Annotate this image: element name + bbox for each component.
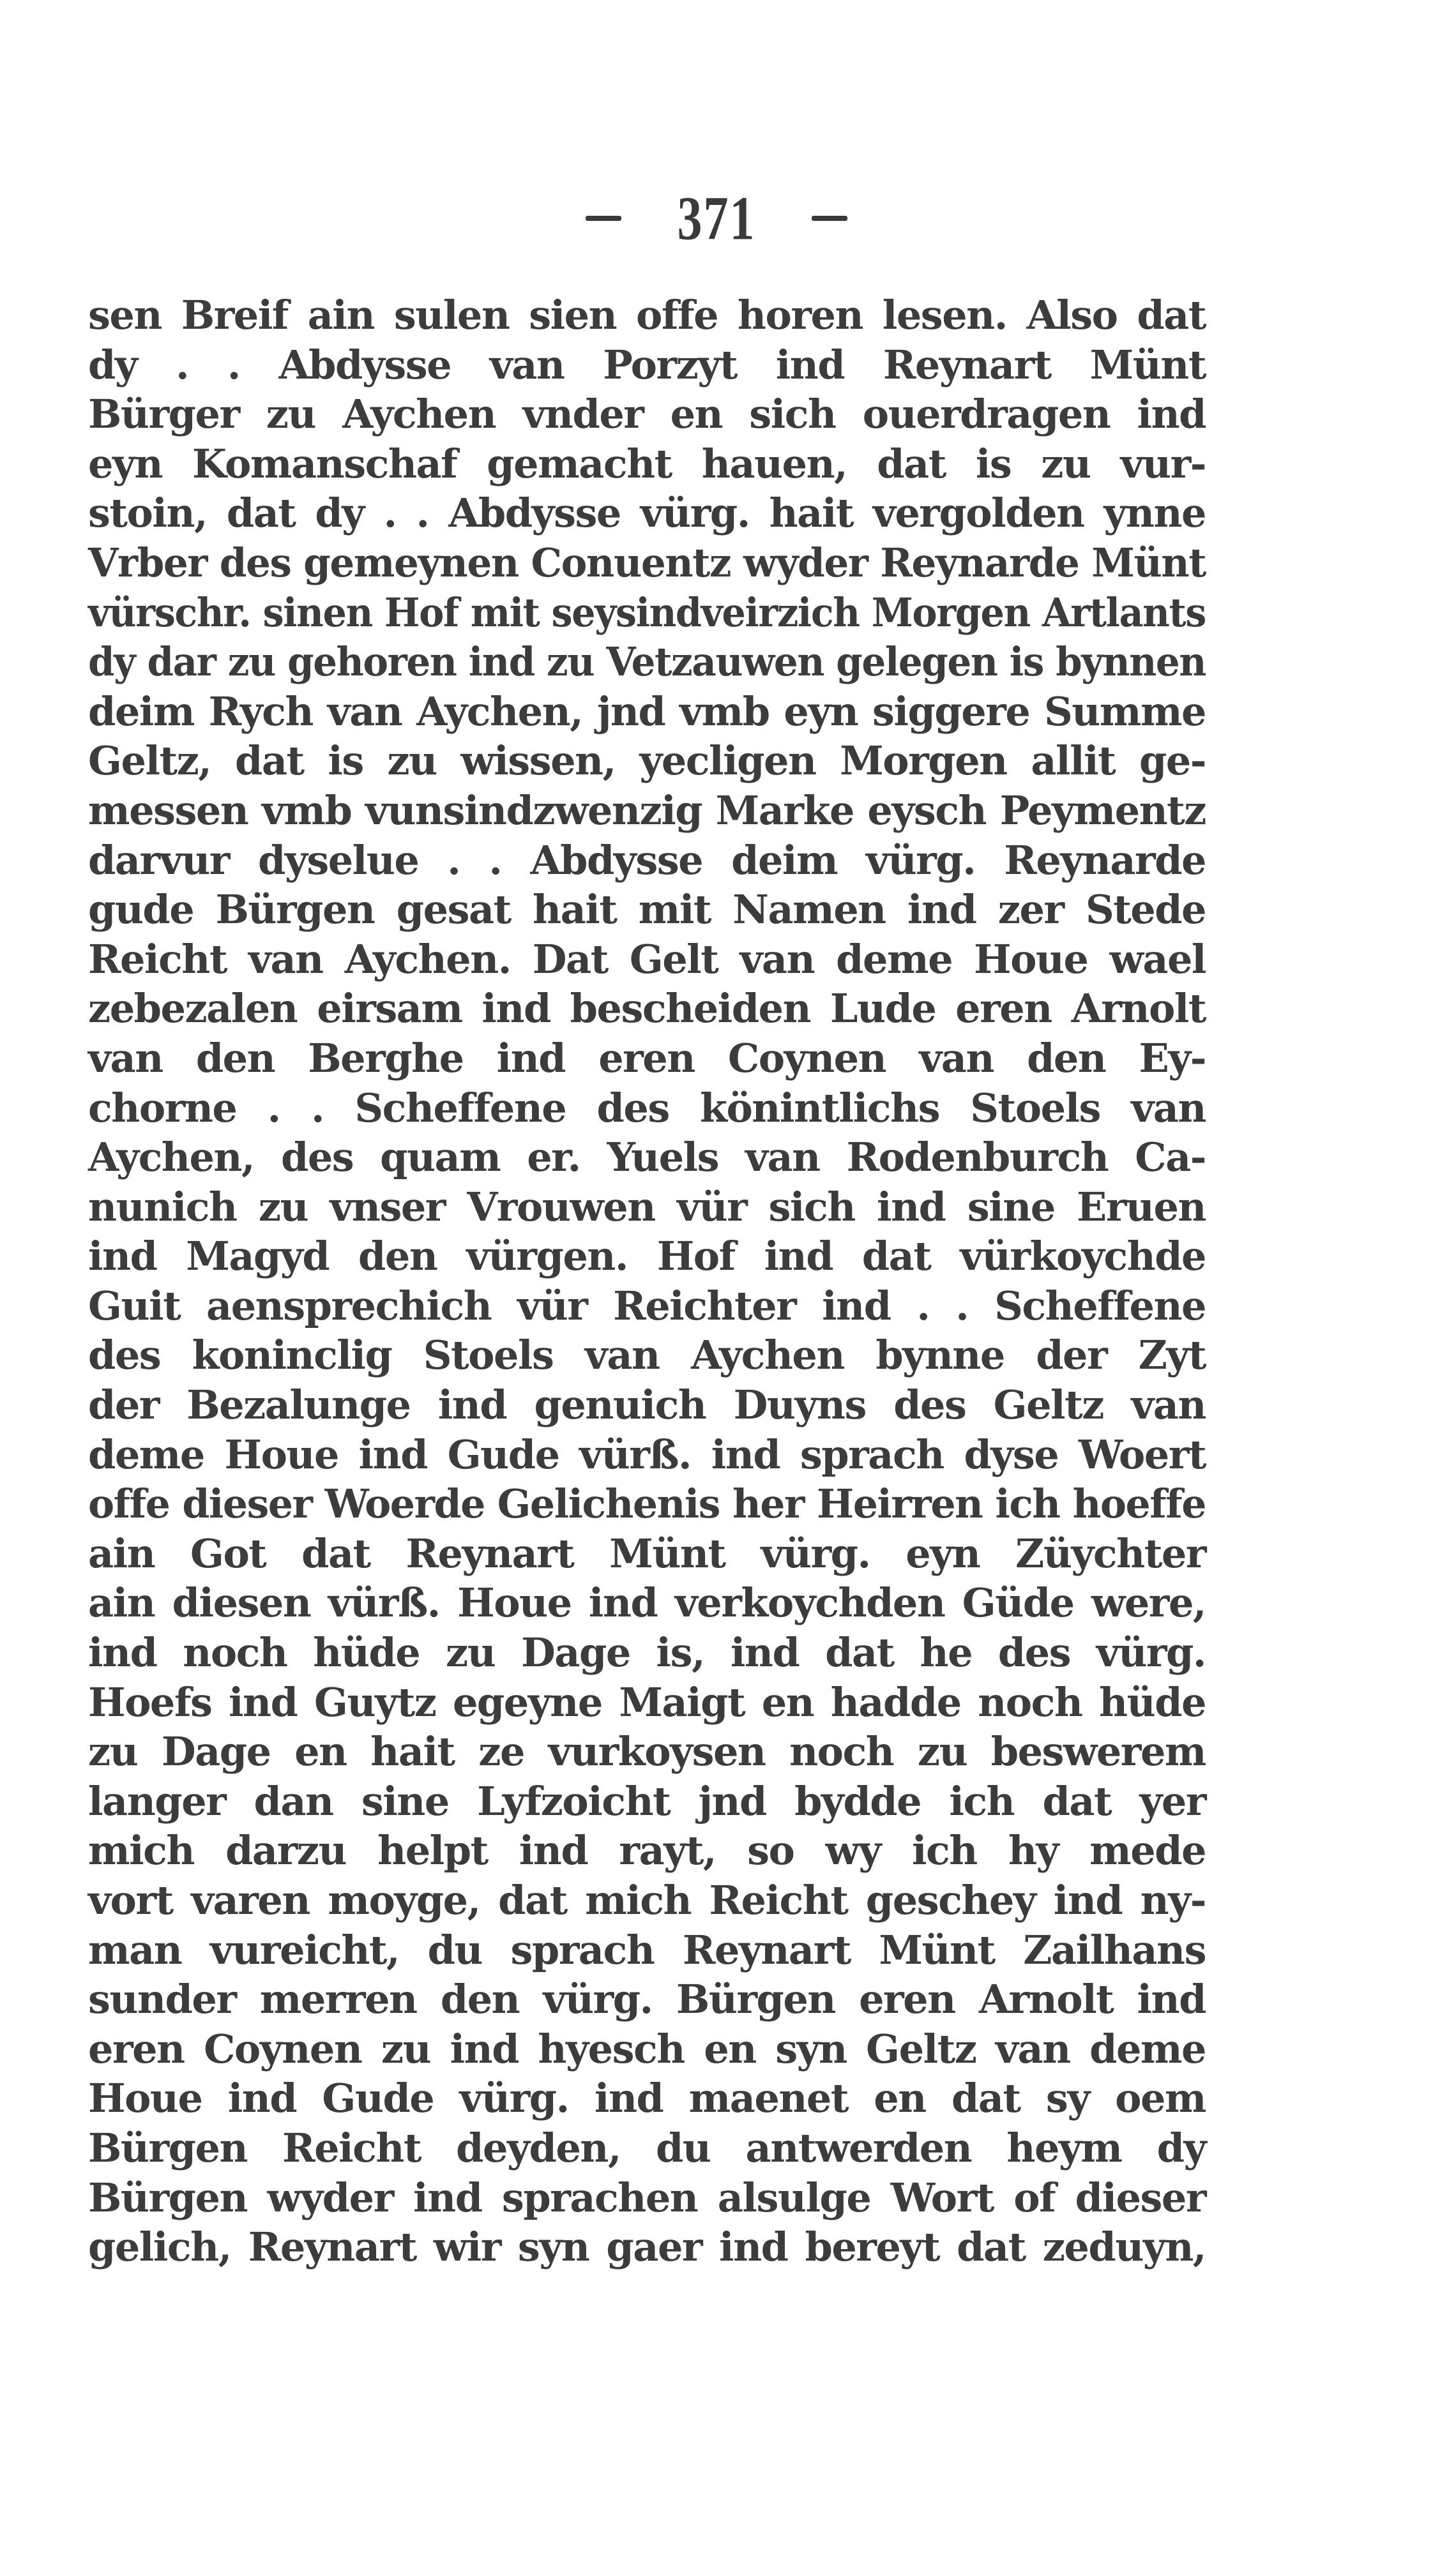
text-line: Bürgen Reicht deyden, du antwerden heym dy (88, 2124, 1206, 2171)
text-line: langer dan sine Lyfzoicht jnd bydde ich dat yer (88, 1777, 1206, 1825)
text-line: Vrber des gemeynen Conuentz wyder Reynarde Münt (88, 539, 1206, 586)
text-line: eren Coynen zu ind hyesch en syn Geltz van deme (88, 2025, 1206, 2072)
text-line: man vureicht, du sprach Reynart Münt Zailhans (88, 1926, 1206, 1973)
text-line: van den Berghe ind eren Coynen van den Ey- (88, 1034, 1206, 1081)
text-line: deme Houe ind Gude vürß. ind sprach dyse Woert (88, 1431, 1206, 1478)
text-line: offe dieser Woerde Gelichenis her Heirren ich hoeffe (88, 1480, 1206, 1528)
text-line: dy . . Abdysse van Porzyt ind Reynart Münt (88, 341, 1206, 388)
text-line: darvur dyselue . . Abdysse deim vürg. Reynarde (88, 836, 1206, 884)
text-line: Hoefs ind Guytz egeyne Maigt en hadde noch hüde (88, 1678, 1206, 1726)
text-line: Houe ind Gude vürg. ind maenet en dat sy oem (88, 2075, 1206, 2122)
header-dash-left (586, 216, 621, 221)
text-line: ain diesen vürß. Houe ind verkoychden Güde were, (88, 1579, 1206, 1627)
text-line: Reicht van Aychen. Dat Gelt van deme Houe wael (88, 935, 1206, 983)
text-line: Bürger zu Aychen vnder en sich ouerdragen ind (88, 391, 1206, 438)
body-text (88, 290, 1206, 2272)
text-line: der Bezalunge ind genuich Duyns des Geltz van (88, 1382, 1206, 1429)
text-line: sen Breif ain sulen sien offe horen lesen. Also dat (88, 292, 1206, 338)
header-dash-right (812, 216, 847, 221)
text-line: ain Got dat Reynart Münt vürg. eyn Züychter (88, 1530, 1206, 1577)
text-line: des koninclig Stoels van Aychen bynne der Zyt (88, 1332, 1206, 1379)
text-line: Bürgen wyder ind sprachen alsulge Wort of dieser (88, 2174, 1206, 2221)
page-number: 371 (677, 183, 756, 253)
text-line: eyn Komanschaf gemacht hauen, dat is zu vur- (88, 440, 1206, 487)
text-line: chorne . . Scheffene des könintlichs Stoels van (88, 1084, 1206, 1131)
text-line: Guit aensprechich vür Reichter ind . . Scheffene (88, 1282, 1206, 1329)
text-line: Geltz, dat is zu wissen, yecligen Morgen allit ge- (88, 737, 1206, 785)
text-line: mich darzu helpt ind rayt, so wy ich hy mede (88, 1827, 1206, 1874)
text-line: stoin, dat dy . . Abdysse vürg. hait vergolden ynne (88, 490, 1206, 537)
text-line: sunder merren den vürg. Bürgen eren Arnolt ind (88, 1976, 1206, 2023)
text-line: deim Rych van Aychen, jnd vmb eyn siggere Summe (88, 688, 1206, 735)
running-head (0, 183, 1433, 253)
text-line: ind Magyd den vürgen. Hof ind dat vürkoychde (88, 1233, 1206, 1280)
text-line: gelich, Reynart wir syn gaer ind bereyt dat zeduyn, (88, 2224, 1206, 2271)
text-line: zu Dage en hait ze vurkoysen noch zu beswerem (88, 1728, 1206, 1775)
text-line: vort varen moyge, dat mich Reicht geschey ind ny- (88, 1877, 1206, 1924)
text-line: ind noch hüde zu Dage is, ind dat he des vürg. (88, 1629, 1206, 1676)
text-line: zebezalen eirsam ind bescheiden Lude eren Arnolt (88, 985, 1206, 1032)
text-line: gude Bürgen gesat hait mit Namen ind zer Stede (88, 886, 1206, 933)
text-line: dy dar zu gehoren ind zu Vetzauwen gelegen is bynnen (88, 638, 1206, 686)
text-line: messen vmb vunsindzwenzig Marke eysch Peymentz (88, 787, 1206, 834)
text-line: Aychen, des quam er. Yuels van Rodenburch Ca- (88, 1134, 1206, 1181)
text-line: vürschr. sinen Hof mit seysindveirzich Morgen Artlants (88, 589, 1206, 636)
text-line: nunich zu vnser Vrouwen vür sich ind sine Eruen (88, 1183, 1206, 1230)
